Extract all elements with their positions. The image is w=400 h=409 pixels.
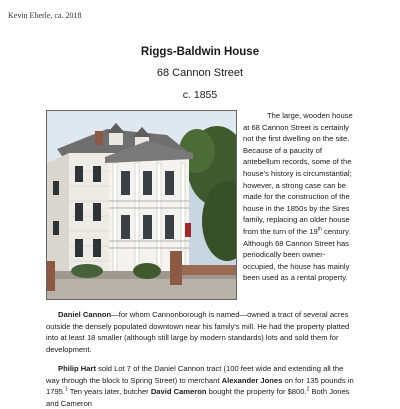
paragraph-text: on for 135 pounds in 1795. bbox=[46, 375, 354, 397]
paragraph-text: bought the property for $800. bbox=[206, 387, 307, 397]
footnote-ref: 1 bbox=[65, 386, 68, 393]
person-name: Alexander Jones bbox=[221, 375, 283, 385]
date-line: c. 1855 bbox=[182, 89, 218, 101]
person-name: David Cameron bbox=[150, 387, 207, 397]
person-name: Philip Hart bbox=[58, 364, 96, 373]
author-note: Kevin Eberle, ca. 2018 bbox=[8, 11, 82, 20]
paragraph-text: —for whom Cannonborough is named—owned a tract of several acres outside the densely populated downtown near his family's mill. He had the property platted into at least 18 smaller (although still large by modern standards) lots and sold them for development. bbox=[46, 310, 350, 354]
superscript: th bbox=[317, 226, 322, 233]
intro-paragraph bbox=[243, 110, 353, 284]
address-line: 68 Cannon Street bbox=[156, 67, 244, 79]
footnote-ref: 2 bbox=[306, 386, 310, 393]
paragraph-text: Both Jones and Cameron bbox=[46, 387, 350, 408]
paragraph-cannon bbox=[46, 309, 358, 355]
intro-text-continued: century. Although 68 Cannon Street has periodically been owner-occupied, the house has mainly been used as a rental property. bbox=[243, 226, 351, 283]
house-photo bbox=[46, 110, 237, 300]
person-name: Daniel Cannon bbox=[58, 310, 112, 319]
paragraph-text: Ten years later, butcher bbox=[67, 387, 151, 397]
paragraph-hart bbox=[46, 363, 358, 409]
document-title: Riggs-Baldwin House bbox=[140, 46, 260, 58]
intro-text: The large, wooden house at 68 Cannon Street is certainly not the first dwelling on the site. Because of a paucity of antebellum records, some of the house's history is circumstantial; however, a strong case can be made for the construction of the house in the 1850s by the Sires family, replacing an older house from the turn of the 19 bbox=[243, 111, 353, 236]
paragraph-text: sold Lot 7 of the Daniel Cannon tract (100 feet wide and extending all the way through the block to Spring Street) to merchant bbox=[46, 364, 344, 385]
